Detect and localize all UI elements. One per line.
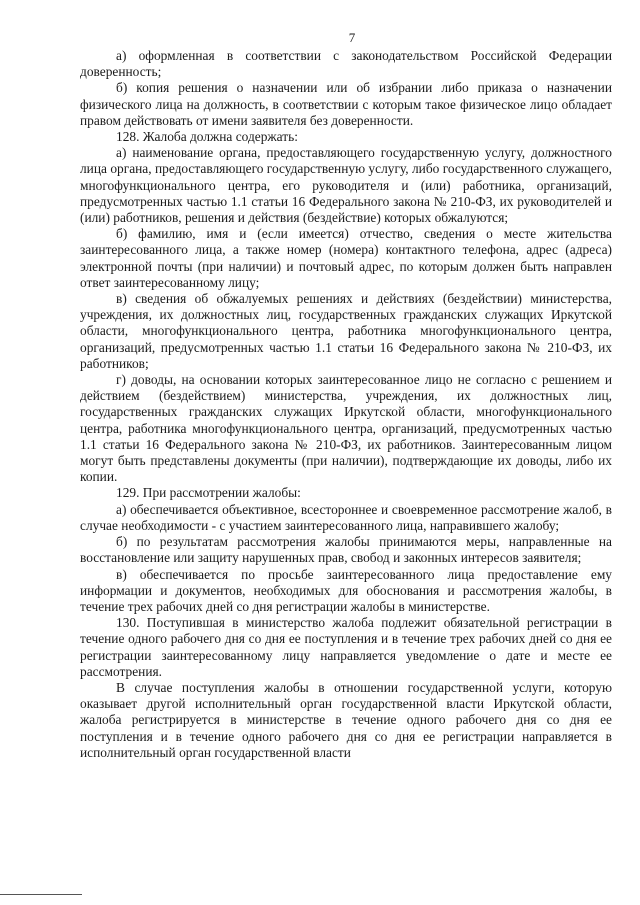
page-number: 7 [348,30,356,45]
paragraph-128-g: г) доводы, на основании которых заинтересованное лицо не согласно с решением и действием (бездействием) министерства, учреждения, их должностных лиц, государственных гражданских служащих Иркутской области, многофункционального центра, работника многофункционального центра, организаций, предусмотренных частью 1.1 статьи 16 Федерального закона № 210-ФЗ, их работников. Заинтересованным лицом могут быть представлены документы (при наличии), подтверждающие их доводы, либо их копии. [80,372,612,485]
paragraph-128-v: в) сведения об обжалуемых решениях и действиях (бездействии) министерства, учреждения, их должностных лиц, государственных гражданских служащих Иркутской области, многофункционального центра, работника многофункционального центра, организаций, предусмотренных частью 1.1 статьи 16 Федерального закона № 210-ФЗ, их работников; [80,291,612,371]
paragraph-a-power-of-attorney: а) оформленная в соответствии с законодательством Российской Федерации доверенность; [80,48,612,80]
paragraph-b-appointment-copy: б) копия решения о назначении или об избрании либо приказа о назначении физического лица на должность, в соответствии с которым такое физическое лицо обладает правом действовать от имени заявителя без доверенности. [80,80,612,128]
paragraph-128-heading: 128. Жалоба должна содержать: [116,129,298,145]
paragraph-130: 130. Поступившая в министерство жалоба подлежит обязательной регистрации в течение одного рабочего дня со дня ее поступления и в течение трех рабочих дней со дня ее регистрации заинтересованному лицу направляется уведомление о дате и месте ее рассмотрения. [80,615,612,679]
paragraph-129-v: в) обеспечивается по просьбе заинтересованного лица предоставление ему информации и документов, необходимых для обоснования и рассмотрения жалобы, в течение трех рабочих дней со дня регистрации жалобы в министерстве. [80,566,612,614]
paragraph-129-b: б) по результатам рассмотрения жалобы принимаются меры, направленные на восстановление или защиту нарушенных прав, свобод и законных интересов заявителя; [80,534,612,566]
paragraph-130-other-authority: В случае поступления жалобы в отношении государственной услуги, которую оказывает другой исполнительный орган государственной власти Иркутской области, жалоба регистрируется в министерстве в течение одного рабочего дня со дня ее поступления и в течение одного рабочего дня со дня ее регистрации направляется в исполнительный орган государственной власти [80,679,612,760]
footer-divider [0,894,82,895]
paragraph-129-a: а) обеспечивается объективное, всестороннее и своевременное рассмотрение жалоб, в случае необходимости - с участием заинтересованного лица, направившего жалобу; [80,501,612,533]
paragraph-129-heading: 129. При рассмотрении жалобы: [116,485,301,501]
document-body [80,48,612,761]
paragraph-128-b: б) фамилию, имя и (если имеется) отчество, сведения о месте жительства заинтересованного лица, а также номер (номера) контактного телефона, адрес (адреса) электронной почты (при наличии) и почтовый адрес, по которым должен быть направлен ответ заинтересованному лицу; [80,226,612,290]
paragraph-128-a: а) наименование органа, предоставляющего государственную услугу, должностного лица органа, предоставляющего государственную услугу, либо государственного служащего, многофункционального центра, его руководителя и (или) работника, организаций, предусмотренных частью 1.1 статьи 16 Федерального закона № 210-ФЗ, их руководителей и (или) работников, решения и действия (бездействие) которых обжалуются; [80,145,612,226]
